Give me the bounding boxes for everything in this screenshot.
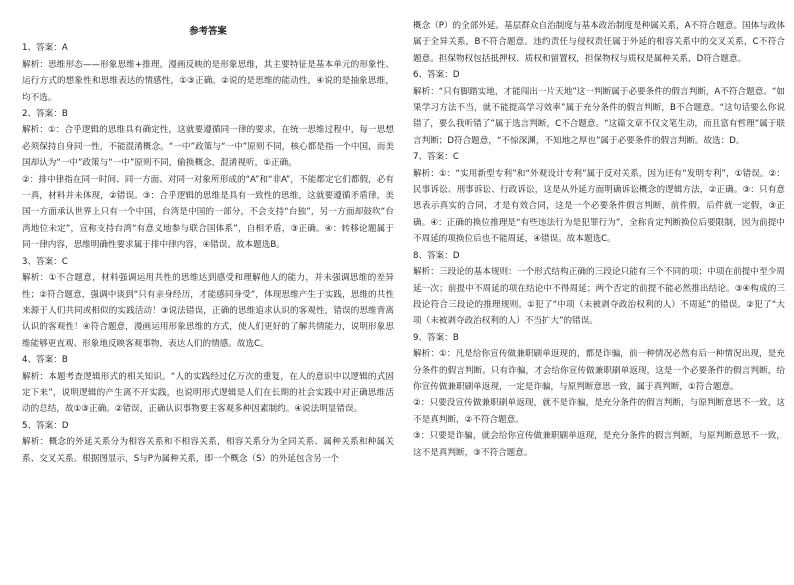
answer-1-analysis: 解析：思维形态——形象思维+推理。漫画反映的是形象思维，其主要特征是基本单元的形象性、运行方式的想象性和思维表达的情感性，①③正确。②说的是思维的能动性，④说的是抽象思维，均不选。 (22, 59, 394, 103)
answer-2-analysis-cont: ②：排中律指在同一时间、同一方面、对同一对象所形成的“A”和“非A”，不能都定它们都假，必有一真，材料并未体现，②错误。③：合乎逻辑的思维是具有一致性的思维，这就要遵循矛盾律，美国一方面承认世界上只有一个中国，台湾是中国的一部分，不会支持“台独”，另一方面却鼓吹“台湾地位未定”，宣称支持台湾“有意义地参与联合国体系”，自相矛盾，③正确。④：转移论题属于同一律内容，思维明确性要求属于排中律内容，④错误。故本题选B。 (22, 174, 394, 251)
answer-2-header: 2、答案：B (22, 109, 68, 120)
answer-4-header: 4、答案：B (22, 355, 68, 366)
answer-3-header: 3、答案：C (22, 256, 68, 267)
answer-5-analysis-cont: 概念（P）的全部外延。基层群众自治制度与基本政治制度是种属关系，A不符合题意。国体与政体属于全异关系，B不符合题意。违约责任与侵权责任属于外延的相容关系中的交叉关系，C不符合题意。担保物权包括抵押权、质权和留置权，担保物权与质权是属种关系，D符合题意。 (413, 21, 785, 64)
answer-5-analysis: 解析：概念的外延关系分为相容关系和不相容关系，相容关系分为全同关系、属种关系和种属关系、交叉关系。根据图显示，S与P为属种关系，即一个概念（S）的外延包含另一个 (22, 437, 394, 464)
answer-9-analysis: 解析：①：凡是给你宣传做兼职刷单返现的，都是诈骗，前一种情况必然有后一种情况出现，是充分条件的假言判断。只有诈骗，才会给你宣传做兼职刷单返现，这是一个必要条件的假言判断，给你宣传做兼职刷单返现，一定是诈骗，与原判断意思一致，属于真判断，①符合题意。 (413, 349, 785, 392)
right-column (413, 18, 785, 579)
answer-8-header: 8、答案：D (413, 250, 460, 261)
answer-8-analysis: 解析：三段论的基本规则：一个形式结构正确的三段论只能有三个不同的项；中项在前提中至少周延一次；前提中不周延的项在结论中不得周延；两个否定的前提不能必然推出结论。③④构成的三段论符合三段论的推理规则。①犯了“中项（未被剥夺政治权利的人）不周延”的错误。②犯了“大项（未被剥夺政治权利的人）不当扩大”的错误。 (413, 267, 785, 327)
answer-2-analysis: 解析：①：合乎逻辑的思维具有确定性，这就要遵循同一律的要求，在统一思维过程中，每一思想必须保持自身同一性，不能混淆概念。“一中”政策与“一中”原则不同，核心都是指一个中国，而美国却认为“一中”政策与“一中”原则不同，偷换概念，混淆视听，①正确。 (22, 125, 394, 169)
answer-1-header: 1、答案：A (22, 43, 68, 54)
answer-9-analysis-2: ②：只要没宣传做兼职刷单返现，就不是诈骗，是充分条件的假言判断，与原判断意思不一致，这不是真判断，②不符合题意。 (413, 398, 785, 425)
answer-5-header: 5、答案：D (22, 420, 69, 431)
answer-6-analysis: 解析：“只有脚踏实地，才能闯出一片天地”这一判断属于必要条件的假言判断，A不符合题意。“如果学习方法不当，就不能提高学习效率”属于充分条件的假言判断，B不合题意。“这句话要么你说错了，要么我听错了”属于选言判断，C不合题意。“这篇文章不仅文笔生动，而且富有哲理”属于联言判断；D符合题意，“不惊深渊，不知地之厚也”属于必要条件的假言判断。故选：D。 (413, 86, 785, 146)
answer-7-header: 7、答案：C (413, 152, 459, 163)
answer-4-analysis: 解析：本题考查逻辑形式的相关知识。“人的实践经过亿万次的重复，在人的意识中以逻辑的式固定下来”，说明逻辑的产生离不开实践，也说明形式逻辑是人们在长期的社会实践中对正确思维活动的总结，故①③正确。②错误，正确认识事物要主客观多种因素制约。④说法明显错误。 (22, 371, 394, 415)
answer-6-header: 6、答案：D (413, 70, 460, 81)
page-title: 参考答案 (189, 26, 227, 37)
answer-9-analysis-3: ③：只要是诈骗，就会给你宣传做兼职刷单返现，是充分条件的假言判断，与原判断意思不一致，这不是真判断，③不符合题意。 (413, 431, 785, 458)
answer-9-header: 9、答案：B (413, 332, 459, 343)
left-column (22, 24, 394, 585)
answer-3-analysis: 解析：①不合题意，材料强调运用共性的思维达到感受和理解他人的能力，并未强调思维的差异性；②符合题意，强调中谈到“只有亲身经历，才能感同身受”，体现思维产生于实践，思维的共性来源于人们共同或相似的实践活动！③说法错误，正确的思维追求认识的客观性，错误的思维背离认识的客观性！④符合题意，漫画运用形象思维的方式，使人们更好的了解共情能力，说明形象思维能够更直观、形象地反映客观事物，表达人们的情感。故选C。 (22, 273, 394, 349)
answer-7-analysis: 解析：①：“实用新型专利”和“外观设计专利”属于反对关系，因为还有“发明专利”，①错误。②：民事诉讼、刑事诉讼、行政诉讼，这是从外延方面明确诉讼概念的逻辑方法，②正确。③：只有意思表示真实的合同，才是有效合同，这是一个必要条件假言判断，前件假，后件就一定假，③正确。④：正确的换位推理是“有些违法行为是犯罪行为”，全称肯定判断换位后要限制，因为前提中不周延的项换位后也不能周延，④错误。故本题选C。 (413, 168, 785, 245)
